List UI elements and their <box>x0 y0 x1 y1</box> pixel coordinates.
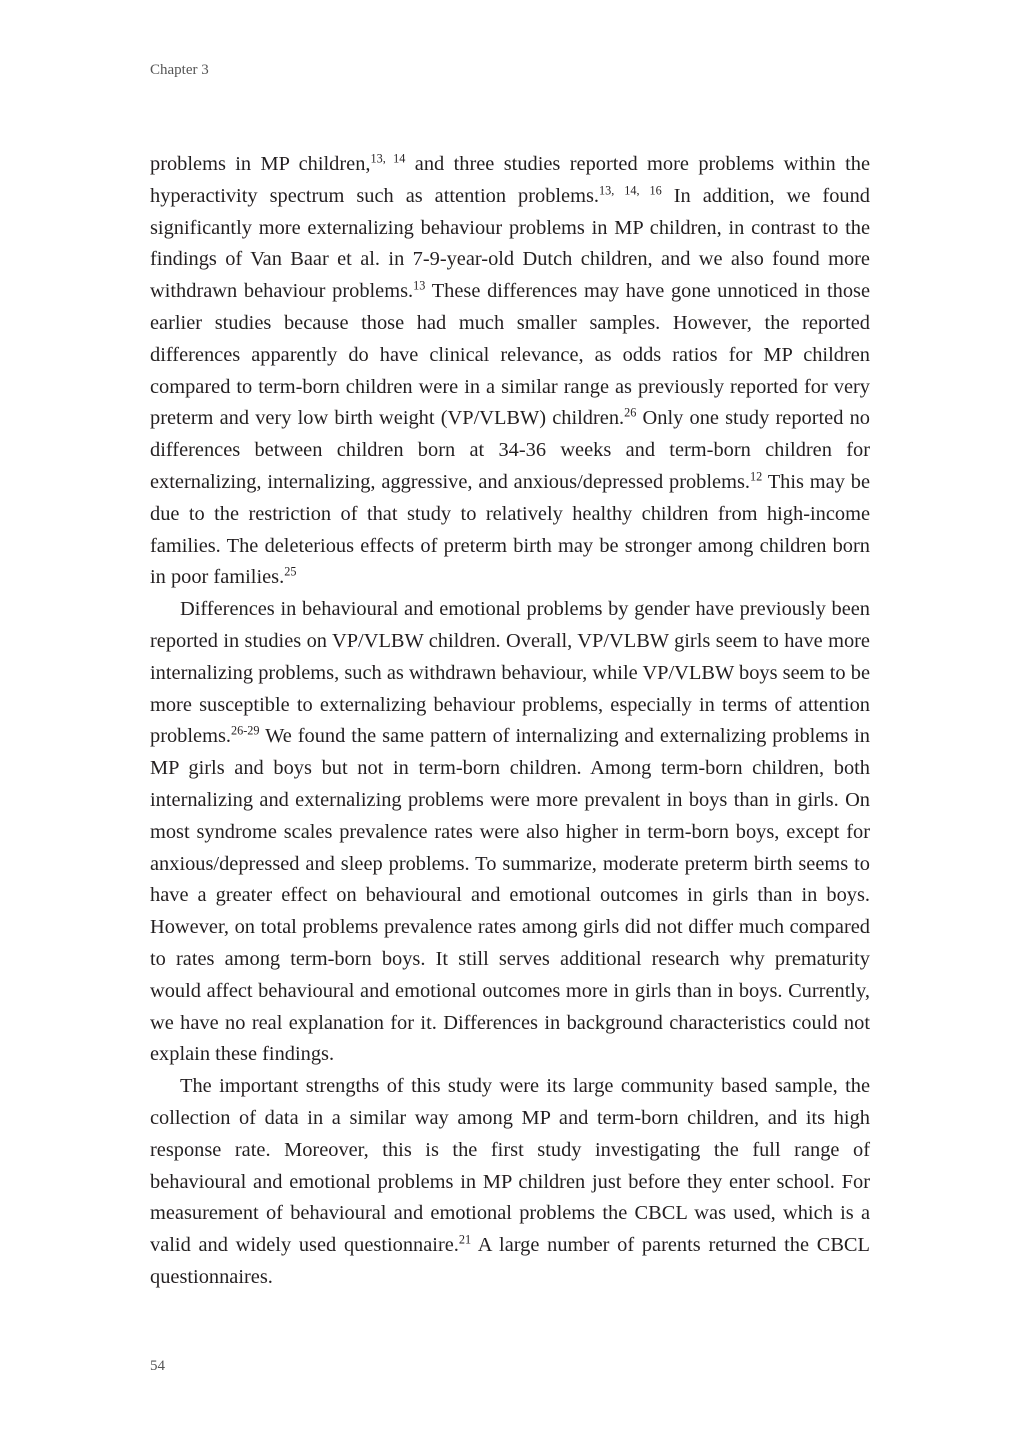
page-number: 54 <box>150 1358 165 1374</box>
text-run: problems in MP children, <box>150 153 371 175</box>
citation-superscript: 12 <box>750 469 763 484</box>
citation-superscript: 26 <box>624 406 637 421</box>
text-run: The important strengths of this study were its large community based sample, the collection of data in a similar way among MP and term-born children, and its high response rate. Moreover, this is the first study investigating the full range of behavioural and emotional problems in MP children just before they enter school. For measurement of behavioural and emotional problems the CBCL was used, which is a valid and widely used questionnaire. <box>150 1075 870 1257</box>
citation-superscript: 13 <box>413 278 426 293</box>
text-run: Only one study reported no differences between children born at 34-36 weeks and term-born children for externalizing, internalizing, aggressive, and anxious/depressed problems. <box>150 407 870 493</box>
text-run: In addition, we found significantly more externalizing behaviour problems in MP children, in contrast to the findings of Van Baar et al. in 7-9-year-old Dutch children, and we also found more withdrawn behaviour problems. <box>150 184 870 303</box>
text-run: A large number of parents returned the CBCL questionnaires. <box>150 1234 870 1288</box>
citation-superscript: 25 <box>284 565 297 580</box>
text-run: Differences in behavioural and emotional problems by gender have previously been reported in studies on VP/VLBW children. Overall, VP/VLBW girls seem to have more internalizing problems, such as withdrawn behaviour, while VP/VLBW boys seem to be more susceptible to externalizing behaviour problems, especially in terms of attention problems. <box>150 598 870 748</box>
paragraph <box>150 149 870 594</box>
paragraph <box>150 594 870 1071</box>
citation-superscript: 13, 14 <box>370 151 406 166</box>
running-head: Chapter 3 <box>150 62 209 78</box>
text-run: This may be due to the restriction of that study to relatively healthy children from high-income families. The deleterious effects of preterm birth may be stronger among children born in poor families. <box>150 470 871 589</box>
citation-superscript: 13, 14, 16 <box>599 183 662 198</box>
paragraph <box>150 1071 870 1294</box>
text-run: and three studies reported more problems within the hyperactivity spectrum such as attention problems. <box>150 153 870 207</box>
text-run: These differences may have gone unnoticed in those earlier studies because those had much smaller samples. However, the reported differences apparently do have clinical relevance, as odds ratios for MP children compared to term-born children were in a similar range as previously reported for very preterm and very low birth weight (VP/VLBW) children. <box>150 280 870 430</box>
body-text <box>150 149 870 1294</box>
text-run: We found the same pattern of internalizing and externalizing problems in MP girls and boys but not in term-born children. Among term-born children, both internalizing and externalizing problems were more prevalent in boys than in girls. On most syndrome scales prevalence rates were also higher in term-born boys, except for anxious/depressed and sleep problems. To summarize, moderate preterm birth seems to have a greater effect on behavioural and emotional outcomes in girls than in boys. However, on total problems prevalence rates among girls did not differ much compared to rates among term-born boys. It still serves additional research why prematurity would affect behavioural and emotional outcomes more in girls than in boys. Currently, we have no real explanation for it. Differences in background characteristics could not explain these findings. <box>150 725 870 1066</box>
citation-superscript: 26-29 <box>231 724 260 738</box>
citation-superscript: 21 <box>458 1232 472 1247</box>
